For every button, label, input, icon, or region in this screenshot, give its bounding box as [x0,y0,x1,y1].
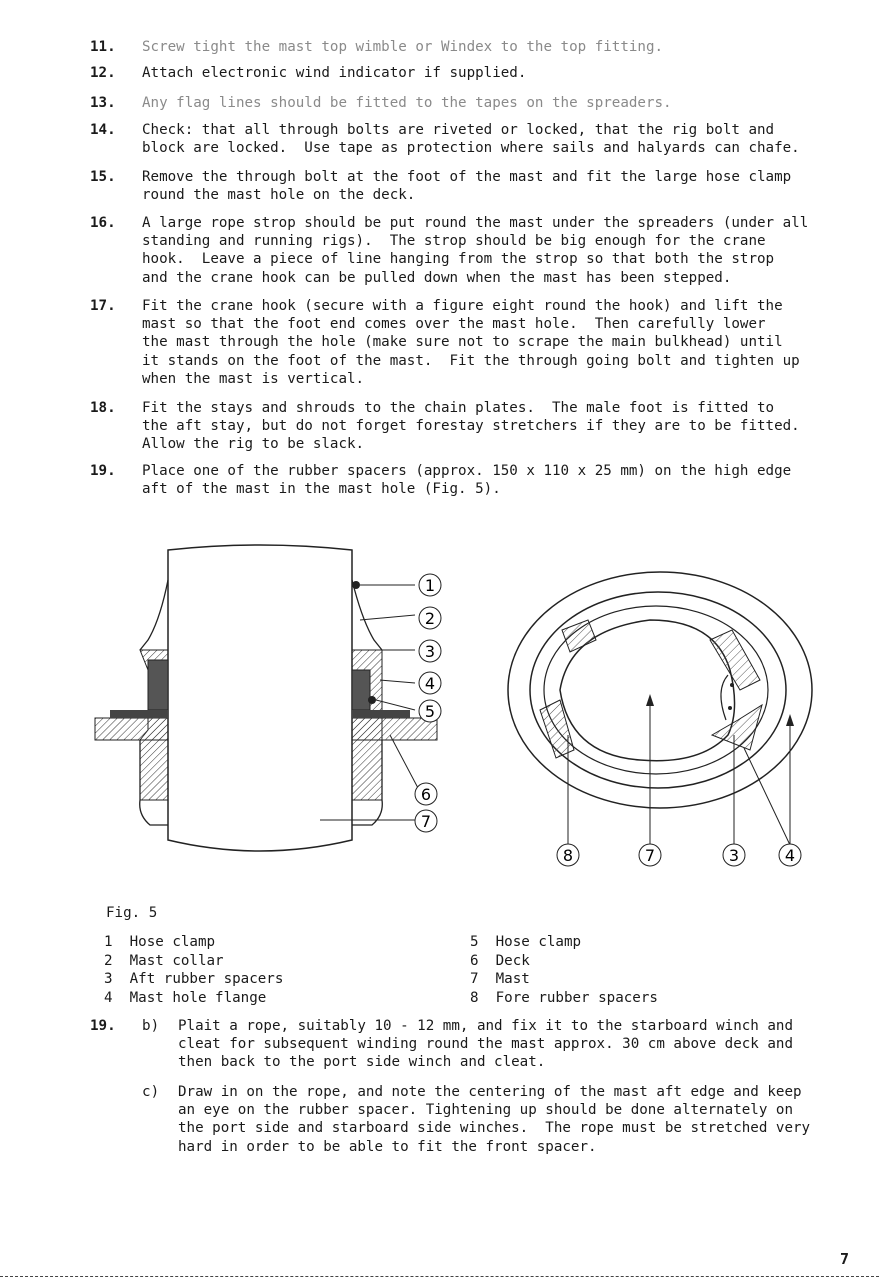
step-line: and the crane hook can be pulled down when the mast has been stepped. [142,269,732,286]
step-text [142,121,858,157]
step-number: 16. [90,215,116,231]
step-line: Check: that all through bolts are riveted or locked, that the rig bolt and [142,122,775,138]
step-line: Fit the stays and shrouds to the chain plates. The male foot is fitted to [142,400,775,416]
step-text [142,94,858,112]
step-text [142,297,858,388]
legend-item: 1 Hose clamp [104,934,216,950]
mast-section-figure [90,540,460,870]
step-line: Allow the rig to be slack. [142,436,365,453]
callout-4-top: 4 [784,846,796,865]
legend-item: 8 Fore rubber spacers [470,989,658,1006]
step-number: 12. [90,65,116,81]
sub-marker-b: b) [142,1018,160,1034]
callout-7-top: 7 [644,846,656,865]
step-line: Fit the crane hook (secure with a figure eight round the hook) and lift the [142,298,783,314]
callout-2: 2 [424,609,436,628]
legend-item: 2 Mast collar [104,952,224,969]
page-border [0,1276,879,1277]
step-text [142,462,858,498]
legend-item: 4 Mast hole flange [104,989,267,1006]
callout-3-top: 3 [728,846,740,865]
step-text [142,168,858,204]
legend-left [104,933,283,1007]
step-number: 15. [90,169,116,185]
step-line: Any flag lines should be fitted to the tapes on the spreaders. [142,95,672,111]
sub-marker-c: c) [142,1084,160,1100]
step-number: 18. [90,400,116,416]
step-19b-text: Plait a rope, suitably 10 - 12 mm, and fix it to the starboard winch and cleat for subsequent winding round the mast approx. 30 cm above deck and then back to the port side winch and cleat. [178,1018,793,1071]
legend-item: 3 Aft rubber spacers [104,971,284,988]
step-line: standing and running rigs). The strop should be big enough for the crane [142,233,766,250]
step-19c-text: Draw in on the rope, and note the centering of the mast aft edge and keep an eye on the rubber spacer. Tightening up should be done alternately on the port side and starboard side winches. The rope must be stretched very hard in order to be able to fit the front spacer. [178,1084,811,1155]
step-text [142,64,858,82]
callout-8: 8 [562,846,574,865]
legend-item: 7 Mast [470,971,530,988]
callout-5: 5 [424,702,436,721]
step-line: Attach electronic wind indicator if supplied. [142,65,527,81]
callout-7: 7 [420,812,432,831]
step-line: it stands on the foot of the mast. Fit the through going bolt and tighten up [142,352,800,369]
callout-4: 4 [424,674,436,693]
step-line: hook. Leave a piece of line hanging from the strop so that both the strop [142,251,775,268]
step-line: the aft stay, but do not forget forestay stretchers if they are to be fitted. [142,418,800,435]
legend-item: 6 Deck [470,952,530,969]
step-line: Screw tight the mast top wimble or Windex to the top fitting. [142,39,664,55]
step-line: the mast through the hole (make sure not to scrape the main bulkhead) until [142,334,783,351]
step-number: 19. [90,1018,116,1034]
step-line: block are locked. Use tape as protection where sails and halyards can chafe. [142,140,800,157]
step-number: 13. [90,95,116,111]
legend-item: 5 Hose clamp [470,934,582,950]
step-line: A large rope strop should be put round the mast under the spreaders (under all [142,215,809,231]
callout-3: 3 [424,642,436,661]
step-line: when the mast is vertical. [142,370,365,387]
callout-6: 6 [420,785,432,804]
step-number: 17. [90,298,116,314]
step-line: aft of the mast in the mast hole (Fig. 5). [142,481,501,498]
figure-caption: Fig. 5 [106,905,158,921]
step-text [142,399,858,454]
step-number: 11. [90,39,116,55]
page-number: 7 [839,1250,849,1268]
step-number: 14. [90,122,116,138]
step-number: 19. [90,463,116,479]
legend-right [470,933,658,1007]
step-line: round the mast hole on the deck. [142,187,416,204]
step-line: mast so that the foot end comes over the mast hole. Then carefully lower [142,316,766,333]
step-line: Remove the through bolt at the foot of the mast and fit the large hose clamp [142,169,792,185]
mast-hole-top-view-figure [500,560,840,880]
step-text [142,38,858,56]
step-text [142,214,858,287]
step-line: Place one of the rubber spacers (approx. 150 x 110 x 25 mm) on the high edge [142,463,792,479]
callout-1: 1 [424,576,436,595]
